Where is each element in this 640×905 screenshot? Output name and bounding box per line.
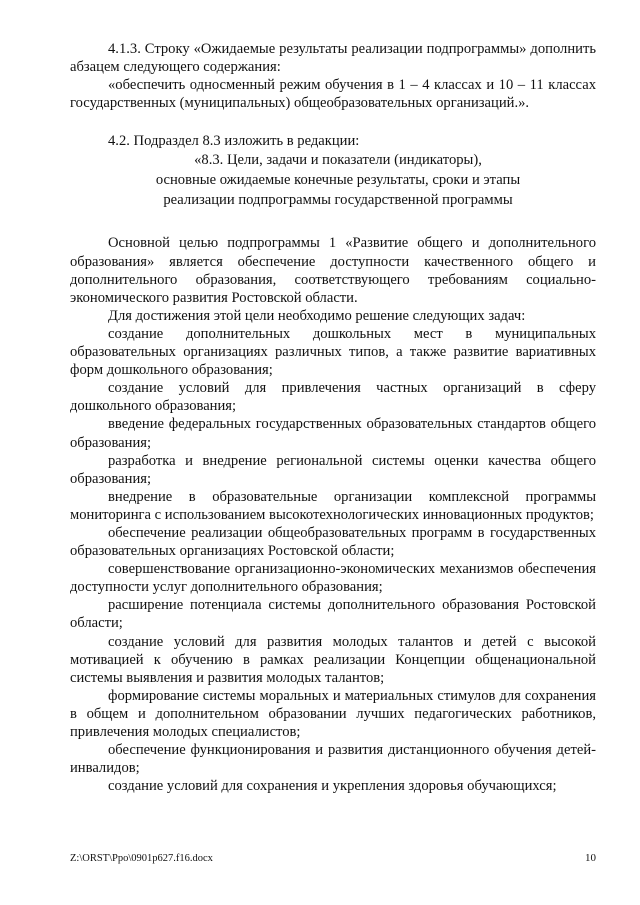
paragraph-4-2: 4.2. Подраздел 8.3 изложить в редакции: — [108, 133, 360, 150]
paragraph: внедрение в образовательные организации комплексной программы мониторинга с использованием высокотехнологических инновационных продуктов; — [70, 488, 596, 523]
quoted-paragraph: «обеспечить односменный режим обучения в 1 – 4 классах и 10 – 11 классах государственных (муниципальных) общеобразовательных организаций.». — [70, 77, 596, 112]
paragraph: создание условий для развития молодых талантов и детей с высокой мотивацией к обучению в рамках реализации Концепции общенациональной системы выявления и развития молодых талантов; — [70, 633, 596, 686]
paragraph: создание дополнительных дошкольных мест в муниципальных образовательных организациях различных типов, а также развитие вариативных форм дошкольного образования; — [70, 325, 596, 379]
paragraph: Для достижения этой цели необходимо решение следующих задач: — [108, 307, 526, 324]
heading-line-2: основные ожидаемые конечные результаты, сроки и этапы — [155, 172, 521, 189]
paragraph: совершенствование организационно-экономических механизмов обеспечения доступности услуг дополнительного образования; — [70, 561, 596, 596]
page-number: 10 — [585, 852, 596, 864]
heading-line-3: реализации подпрограммы государственной программы — [163, 192, 513, 209]
paragraph: создание условий для сохранения и укрепления здоровья обучающихся; — [108, 778, 557, 795]
paragraph: обеспечение функционирования и развития дистанционного обучения детей-инвалидов; — [70, 742, 596, 777]
section-body — [70, 234, 596, 795]
document-body — [70, 40, 596, 795]
paragraph: Основной целью подпрограммы 1 «Развитие общего и дополнительного образования» является обеспечение доступности качественного общего и дополнительного образования, соответствующего требованиям социально-экономического развития Ростовской области. — [70, 235, 596, 306]
heading-line-1: «8.3. Цели, задачи и показатели (индикаторы), — [194, 152, 482, 169]
paragraph-4-1-3: 4.1.3. Строку «Ожидаемые результаты реализации подпрограммы» дополнить абзацем следующего содержания: — [70, 41, 596, 76]
paragraph: разработка и внедрение региональной системы оценки качества общего образования; — [70, 452, 596, 487]
paragraph: расширение потенциала системы дополнительного образования Ростовской области; — [70, 597, 596, 632]
paragraph: обеспечение реализации общеобразовательных программ в государственных образовательных организациях Ростовской области; — [70, 524, 596, 560]
paragraph: создание условий для привлечения частных организаций в сферу дошкольного образования; — [70, 380, 596, 415]
footer-file-path: Z:\ORST\Ppo\0901p627.f16.docx — [70, 853, 213, 864]
paragraph: формирование системы моральных и материальных стимулов для сохранения в общем и дополнительном образовании лучших педагогических работников, привлечения молодых специалистов; — [70, 687, 596, 740]
paragraph: введение федеральных государственных образовательных стандартов общего образования; — [70, 416, 596, 451]
section-heading — [70, 150, 596, 210]
